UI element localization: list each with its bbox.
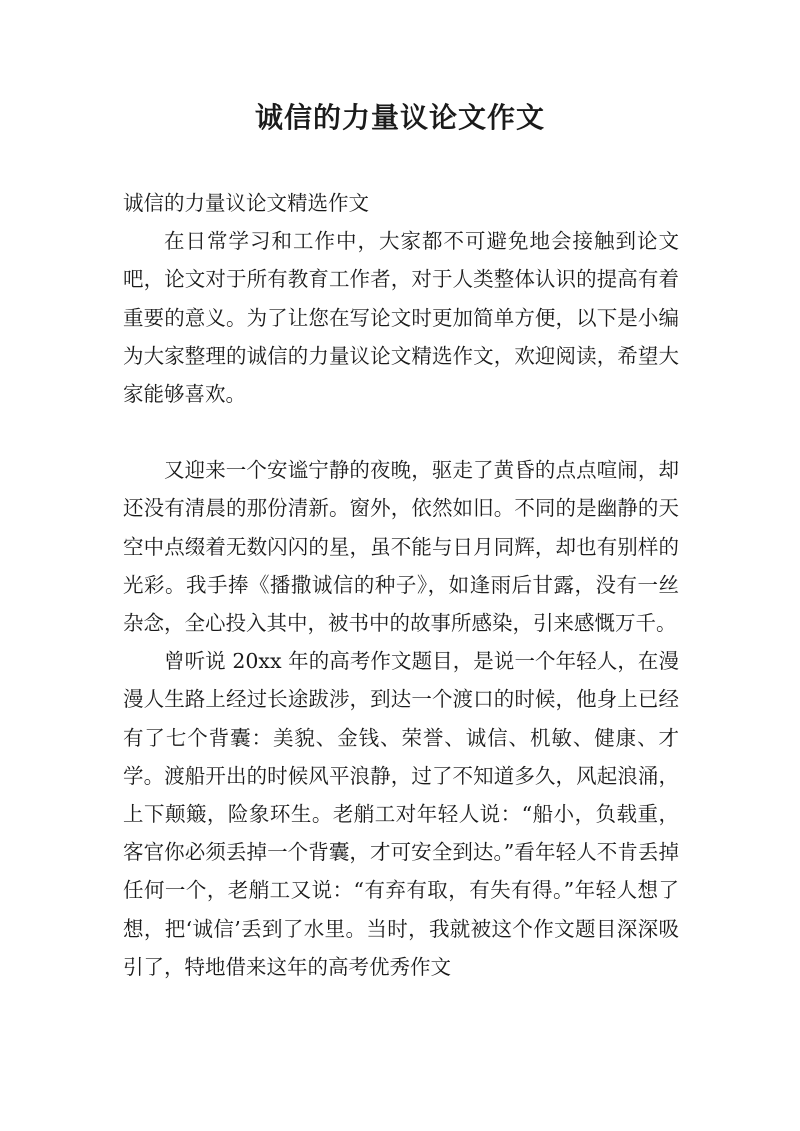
article-body — [123, 184, 679, 986]
paragraph-intro: 在日常学习和工作中，大家都不可避免地会接触到论文吧，论文对于所有教育工作者，对于人类整体认识的提高有着重要的意义。为了让您在写论文时更加简单方便，以下是小编为大家整理的诚信的力量议论文精选作文，欢迎阅读，希望大家能够喜欢。 — [123, 229, 679, 407]
paragraph-exam-story: 曾听说 20xx 年的高考作文题目，是说一个年轻人，在漫漫人生路上经过长途跋涉，到达一个渡口的时候，他身上已经有了七个背囊：美貌、金钱、荣誉、诚信、机敏、健康、才学。渡船开出的时候风平浪静，过了不知道多久，风起浪涌，上下颠簸，险象环生。老艄工对年轻人说：“船小，负载重，客官你必须丢掉一个背囊，才可安全到达。”看年轻人不肯丢掉任何一个，老艄工又说：“有弃有取，有失有得。”年轻人想了想，把‘诚信’丢到了水里。当时，我就被这个作文题目深深吸引了，特地借来这年的高考优秀作文 — [123, 649, 679, 979]
paragraph-night: 又迎来一个安谧宁静的夜晚，驱走了黄昏的点点喧闹，却还没有清晨的那份清新。窗外，依然如旧。不同的是幽静的天空中点缀着无数闪闪的星，虽不能与日月同辉，却也有别样的光彩。我手捧《播撒诚信的种子》，如逢雨后甘露，没有一丝杂念，全心投入其中，被书中的故事所感染，引来感慨万千。 — [123, 458, 679, 636]
article-subtitle: 诚信的力量议论文精选作文 — [123, 191, 369, 215]
page-title: 诚信的力量议论文作文 — [254, 101, 545, 134]
paragraph-gap — [123, 413, 679, 451]
